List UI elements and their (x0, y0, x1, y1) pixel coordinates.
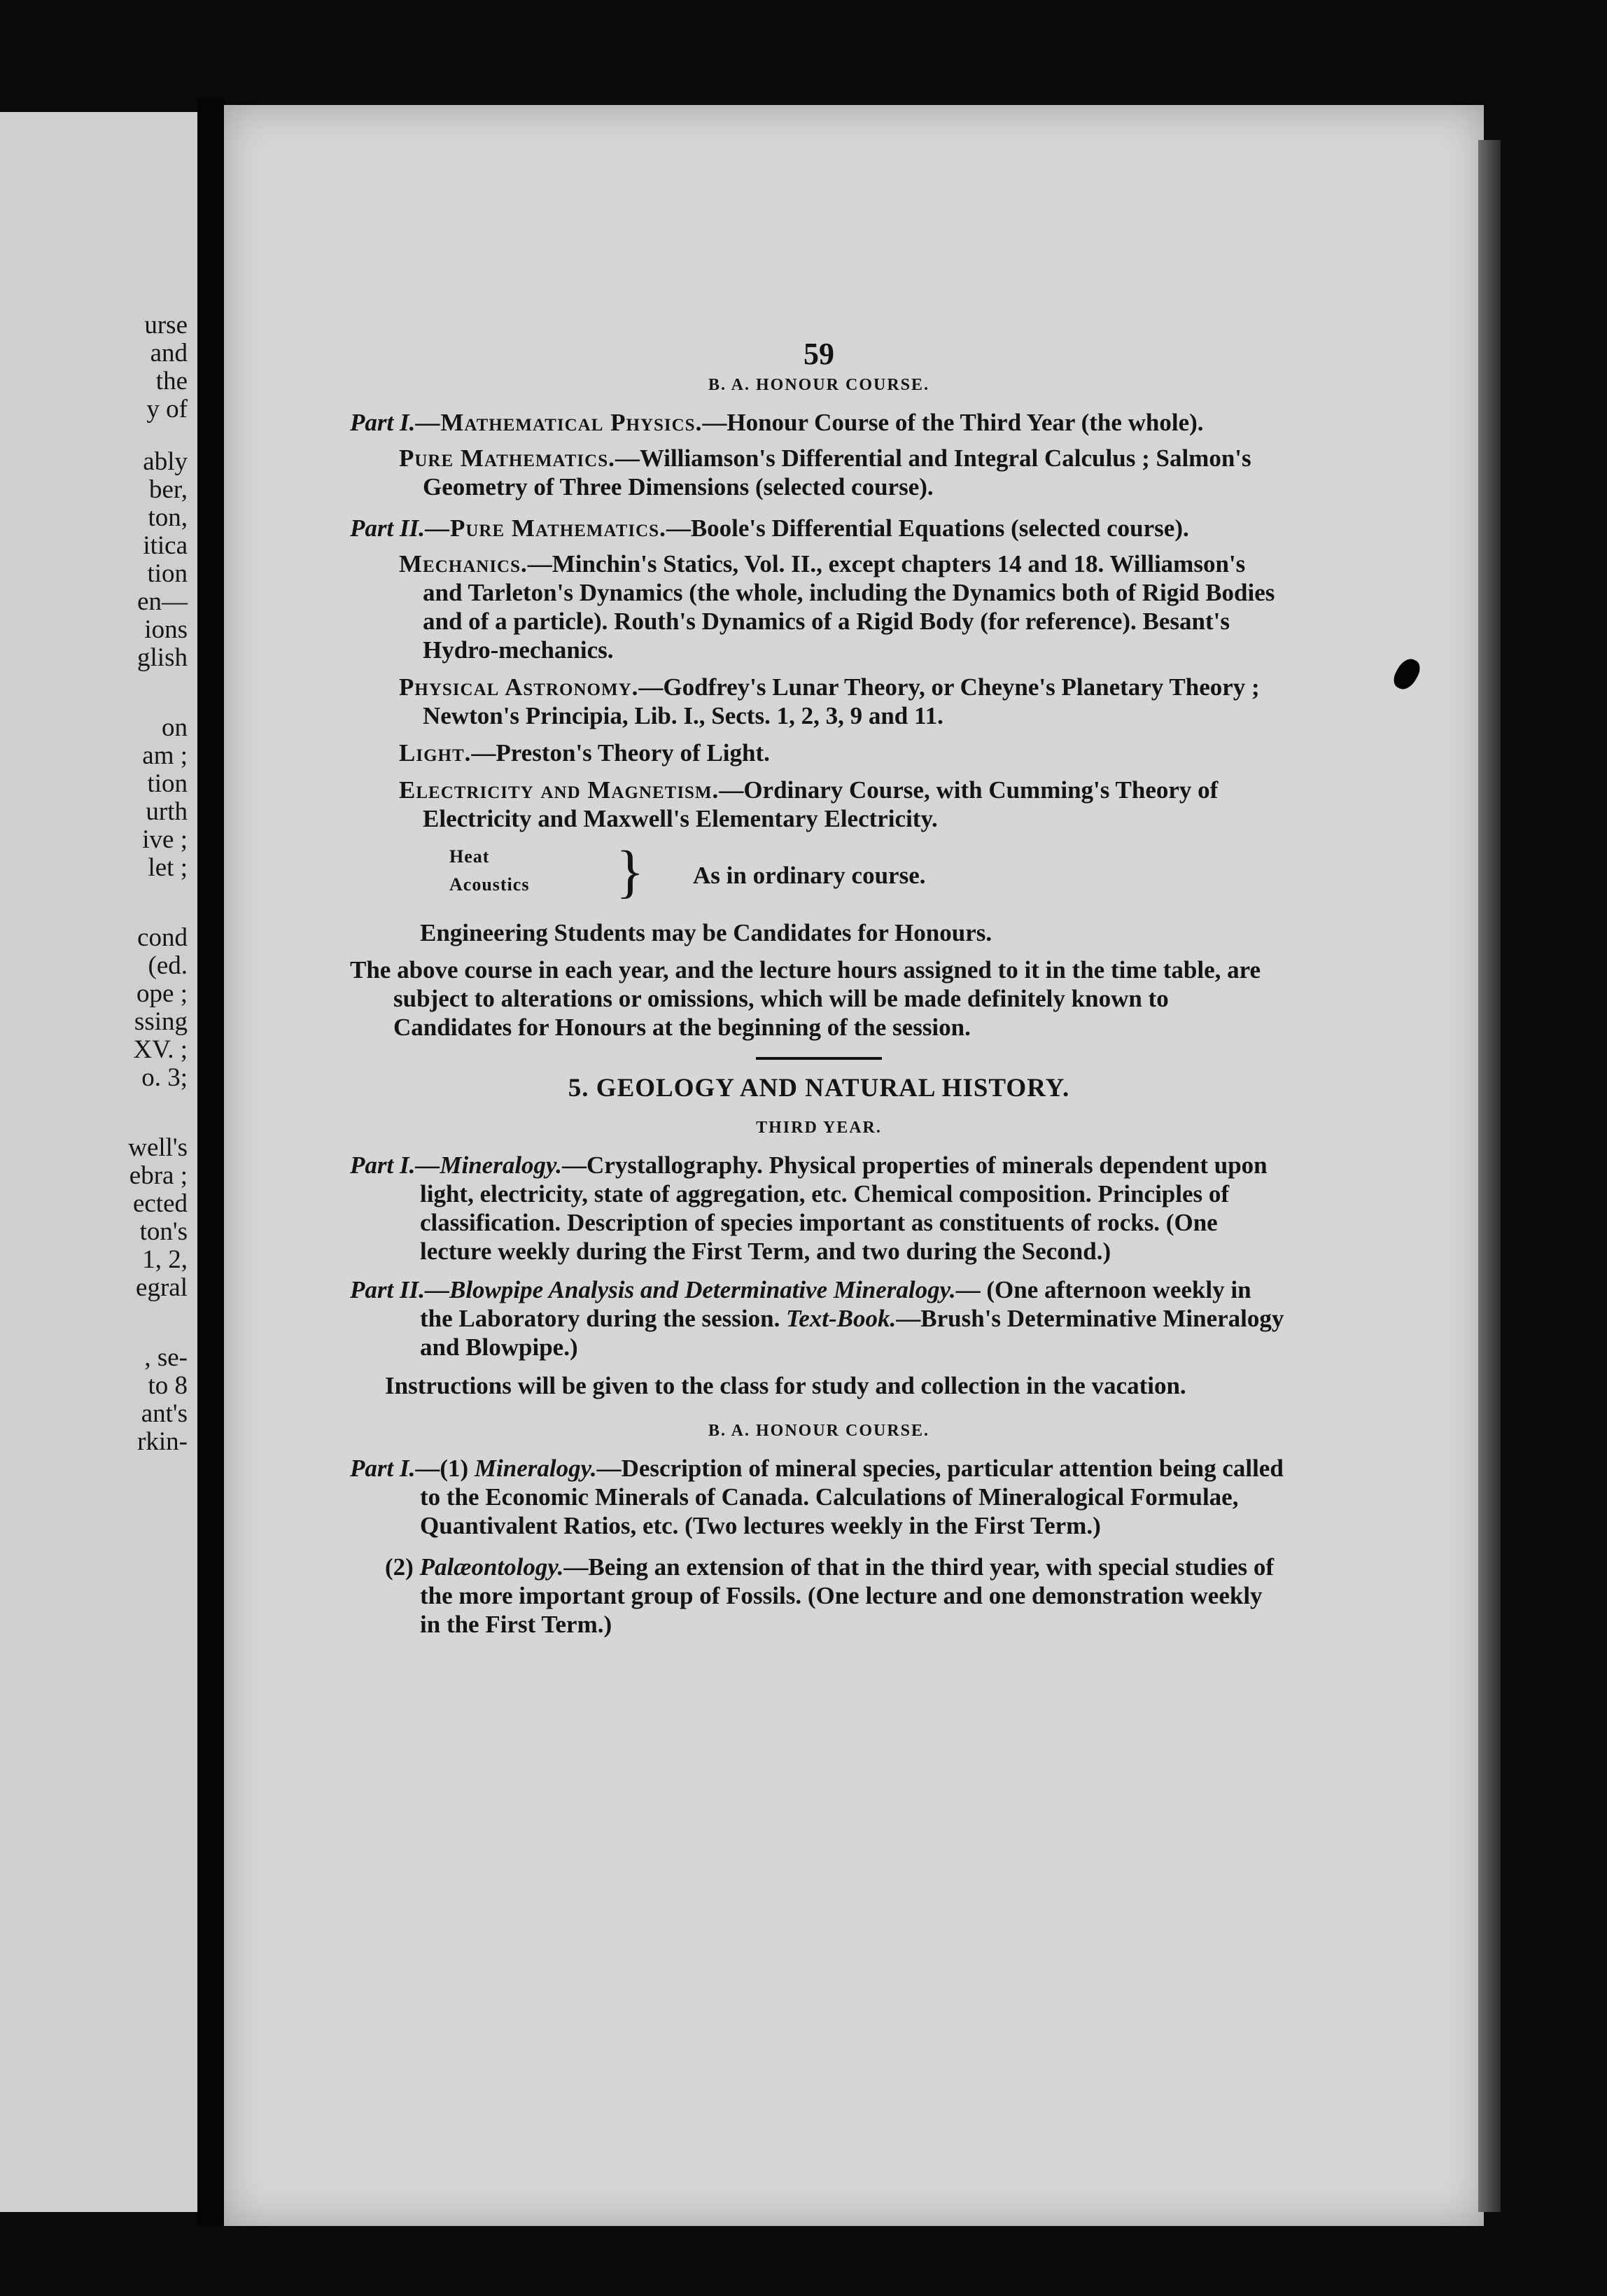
astronomy-paragraph (350, 673, 1288, 730)
subject-text: —Being an extension of that in the third year, with special studies of the more important group of Fossils. (One lecture and one demonstration weekly in the First Term.) (420, 1553, 1275, 1638)
brace-glyph: } (616, 839, 645, 904)
electricity-paragraph (350, 776, 1288, 833)
part-label: Part I. (350, 1152, 416, 1179)
part-label: Part I. (350, 409, 416, 436)
palaeontology-paragraph (350, 1553, 1288, 1639)
above-course-note: The above course in each year, and the lecture hours assigned to it in the time table, are subject to alterations or omissions, which will be made definitely known to Candidates for Honours at the beginning of the session. (350, 956, 1261, 1041)
subject-name: —Mathematical Physics. (415, 409, 703, 436)
left-page-text-fragment: 1, 2, (142, 1245, 188, 1274)
subject-name: —Blowpipe Analysis and Determinative Mineralogy. (424, 1276, 956, 1303)
left-page-text-fragment: ions (144, 615, 188, 644)
book-gutter (197, 98, 225, 2226)
left-page-text-fragment: ant's (141, 1399, 188, 1428)
subject-name: Pure Mathematics. (399, 444, 615, 472)
part-1-paragraph (350, 408, 1288, 437)
subject-text: —Preston's Theory of Light. (471, 739, 770, 766)
subject-text: —Boole's Differential Equations (selected course). (666, 514, 1189, 542)
item-number: —(1) (415, 1455, 475, 1482)
page-edge (1478, 140, 1501, 2212)
left-page-text-fragment: urth (146, 797, 188, 826)
left-page-text-fragment: ssing (134, 1007, 188, 1036)
left-page-text-fragment: to 8 (148, 1371, 188, 1400)
subject-name: —Mineralogy. (415, 1152, 563, 1179)
left-page-text-fragment: egral (136, 1273, 188, 1302)
subject-name: Physical Astronomy. (399, 673, 639, 701)
left-page-text-fragment: y of (146, 395, 188, 424)
instructions-note: Instructions will be given to the class for study and collection in the vacation. (385, 1372, 1186, 1399)
left-page-text-fragment: well's (128, 1133, 188, 1162)
page-number: 59 (804, 337, 834, 371)
subject-text: —Ordinary Course, with Cumming's Theory of Electricity and Maxwell's Elementary Electricity. (423, 776, 1219, 832)
mechanics-paragraph (350, 550, 1288, 664)
page-content (350, 337, 1288, 1639)
left-page-text-fragment: ber, (148, 475, 188, 504)
heat-acoustics-group (350, 839, 1288, 910)
subject-text: —Description of mineral species, particular attention being called to the Economic Minerals of Canada. Calculations of Mineralogical Formulae, Quantivalent Ratios, etc. (Two lectures weekly in the First Term.) (420, 1455, 1284, 1539)
heat-label: Heat (449, 846, 490, 867)
subject-text: —Crystallography. Physical properties of minerals dependent upon light, electricity, state of aggregation, etc. Chemical composition. Principles of classification. Description of species important as constituents of rocks. (One lecture weekly during the First Term, and two during the Second.) (420, 1152, 1268, 1265)
subject-name: Mineralogy. (474, 1455, 597, 1482)
left-page-text-fragment: urse (144, 311, 188, 340)
left-page-text-fragment: ton's (139, 1217, 188, 1246)
left-page-text-fragment: ected (132, 1189, 188, 1218)
left-page-fragment (0, 112, 197, 2212)
left-page-text-fragment: , se- (144, 1343, 188, 1372)
honour-heading: B. A. HONOUR COURSE. (708, 1422, 930, 1440)
left-page-text-fragment: (ed. (148, 951, 188, 980)
subject-text: —Williamson's Differential and Integral Calculus ; Salmon's Geometry of Three Dimensions (selected course). (423, 444, 1251, 500)
subject-text: —Brush's Determinative Mineralogy and Blowpipe.) (420, 1305, 1284, 1361)
left-page-text-fragment: ive ; (142, 825, 188, 854)
mineralogy-paragraph (350, 1151, 1288, 1266)
left-page-text-fragment: en— (137, 587, 188, 616)
left-page-text-fragment: ope ; (136, 979, 188, 1008)
subject-text: — (One afternoon weekly in the Laboratory during the session. (420, 1276, 1251, 1332)
left-page-text-fragment: glish (137, 643, 188, 672)
part-2-paragraph (350, 514, 1288, 542)
left-page-text-fragment: ably (143, 447, 188, 476)
subject-name: Electricity and Magnetism. (399, 776, 720, 804)
acoustics-label: Acoustics (449, 874, 530, 895)
part-label: Part I. (350, 1455, 416, 1482)
left-page-text-fragment: am ; (142, 741, 188, 770)
subject-name: Light. (399, 739, 472, 766)
left-page-text-fragment: on (162, 713, 188, 742)
third-year-heading: THIRD YEAR. (756, 1119, 882, 1137)
subject-name: —Pure Mathematics. (424, 514, 666, 542)
item-number: (2) (385, 1553, 420, 1581)
part-label: Part II. (350, 514, 425, 542)
left-page-text-fragment: let ; (148, 853, 188, 882)
ordinary-course-note: As in ordinary course. (693, 862, 926, 889)
light-paragraph (350, 738, 1288, 767)
honour-mineralogy-paragraph (350, 1454, 1288, 1540)
subject-name: Mechanics. (399, 550, 528, 578)
heat-acoustics-labels (449, 843, 529, 899)
left-page-text-fragment: tion (147, 769, 188, 798)
left-page-text-fragment: ebra ; (129, 1161, 188, 1190)
subject-text: —Godfrey's Lunar Theory, or Cheyne's Planetary Theory ; Newton's Principia, Lib. I., Sects. 1, 2, 3, 9 and 11. (423, 673, 1260, 729)
left-page-text-fragment: rkin- (137, 1427, 188, 1456)
section-title: 5. GEOLOGY AND NATURAL HISTORY. (568, 1074, 1070, 1102)
left-page-text-fragment: cond (137, 923, 188, 952)
subject-text: —Honour Course of the Third Year (the whole). (702, 409, 1204, 436)
left-page-text-fragment: ton, (148, 503, 188, 532)
subject-name: Palæontology. (419, 1553, 564, 1581)
blowpipe-paragraph (350, 1275, 1288, 1362)
engineering-note: Engineering Students may be Candidates for Honours. (420, 919, 992, 946)
honour-heading: B. A. HONOUR COURSE. (708, 376, 930, 394)
textbook-label: Text-Book. (786, 1305, 897, 1332)
part-label: Part II. (350, 1276, 425, 1303)
left-page-text-fragment: o. 3; (141, 1063, 188, 1092)
left-page-text-fragment: the (155, 367, 188, 396)
section-divider (756, 1057, 882, 1060)
subject-text: —Minchin's Statics, Vol. II., except chapters 14 and 18. Williamson's and Tarleton's Dynamics (the whole, including the Dynamics both of Rigid Bodies and of a particle). Routh's Dynamics of a Rigid Body (for reference). Besant's Hydro-mechanics. (423, 550, 1275, 664)
left-page-text-fragment: tion (147, 559, 188, 588)
left-page-text-fragment: XV. ; (133, 1035, 188, 1064)
left-page-text-fragment: itica (143, 531, 188, 560)
pure-math-paragraph (350, 444, 1288, 501)
left-page-text-fragment: and (150, 339, 188, 368)
